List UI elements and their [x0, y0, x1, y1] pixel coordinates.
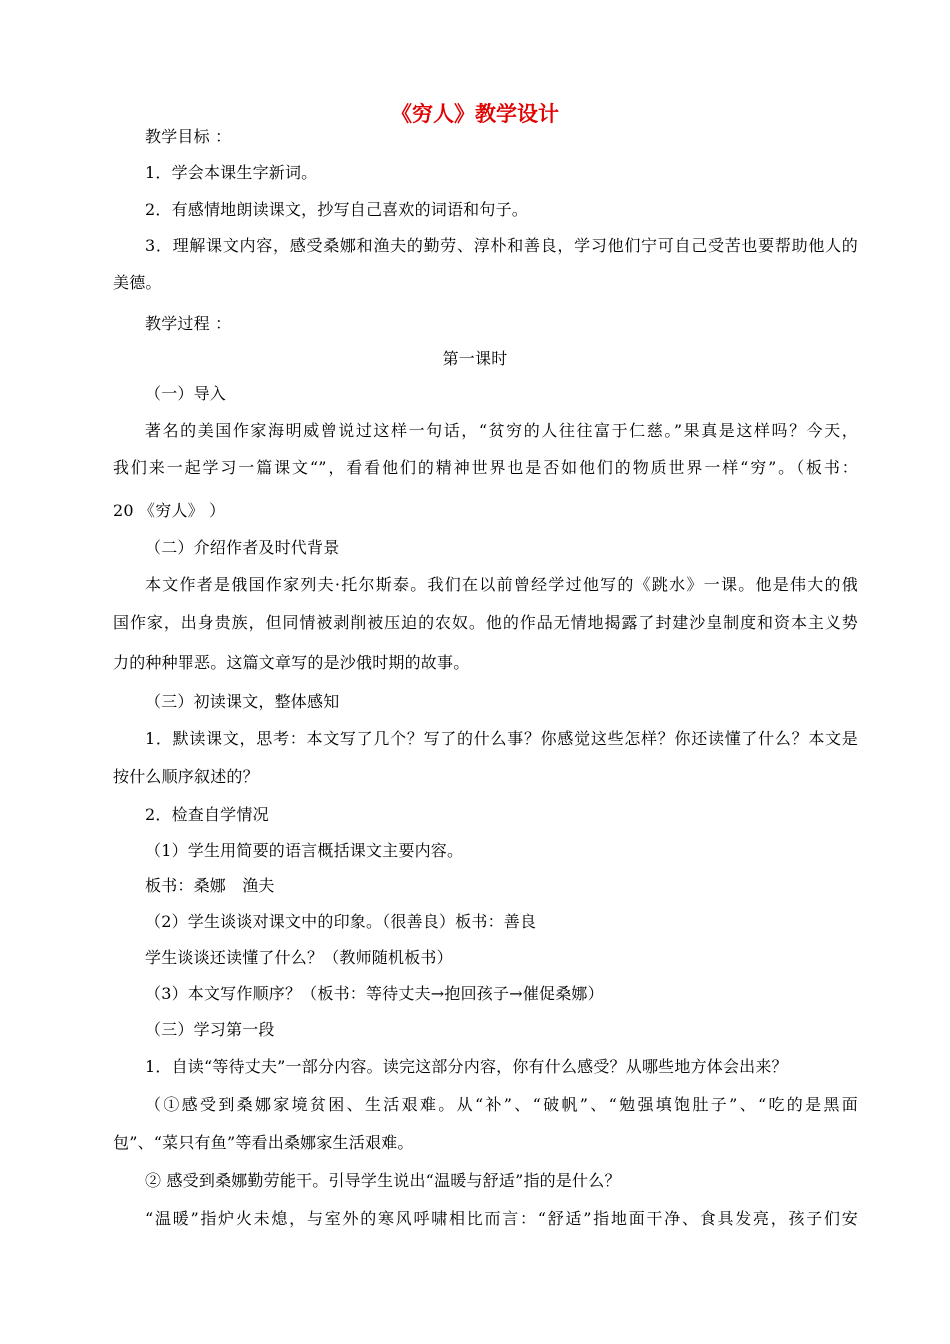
- paragraph-line: 学生谈谈还读懂了什么？（教师随机板书）: [145, 948, 453, 967]
- lesson-heading: 第一课时: [442, 349, 508, 368]
- paragraph-line: 1．自读“等待丈夫”一部分内容。读完这部分内容，你有什么感受？从哪些地方体会出来？: [145, 1057, 788, 1076]
- section-heading-objectives: 教学目标 ：: [145, 127, 232, 146]
- objective-item-3: 3．理解课文内容，感受桑娜和渔夫的勤劳、淳朴和善良，学习他们宁可自己受苦也要帮助他人的: [145, 236, 858, 255]
- paragraph-line: 2．检查自学情况: [145, 805, 269, 824]
- paragraph-line: 20 《穷人》 ）: [113, 501, 226, 520]
- paragraph-line: “温暖”指炉火未熄，与室外的寒风呼啸相比而言：“舒适”指地面干净、食具发亮，孩子们安: [145, 1209, 858, 1228]
- subheading-first-section: （三）学习第一段: [145, 1020, 275, 1039]
- objective-item-2: 2．有感情地朗读课文，抄写自己喜欢的词语和句子。: [145, 200, 528, 219]
- paragraph-line: 国作家，出身贵族，但同情被剥削被压迫的农奴。他的作品无情地揭露了封建沙皇制度和资本主义势: [113, 613, 858, 632]
- paragraph-line: 按什么顺序叙述的？: [113, 767, 259, 786]
- blackboard-line: 板书：桑娜 渔夫: [145, 876, 275, 895]
- paragraph-line: 我们来一起学习一篇课文“”，看看他们的精神世界也是否如他们的物质世界一样“穷”。（板书：: [113, 458, 858, 477]
- paragraph-line: （3）本文写作顺序？（板书：等待丈夫→抱回孩子→催促桑娜）: [145, 984, 604, 1003]
- section-heading-process: 教学过程 ：: [145, 314, 232, 333]
- subheading-first-reading: （三）初读课文，整体感知: [145, 692, 340, 711]
- paragraph-line: 本文作者是俄国作家列夫·托尔斯泰。我们在以前曾经学过他写的《跳水》一课。他是伟大的俄: [145, 575, 858, 594]
- paragraph-line: （2）学生谈谈对课文中的印象。（很善良）板书：善良: [145, 912, 537, 931]
- paragraph-line: （1）学生用简要的语言概括课文主要内容。: [145, 841, 464, 860]
- document-title: 《穷人》教学设计: [391, 102, 559, 126]
- subheading-author: （二）介绍作者及时代背景: [145, 538, 340, 557]
- paragraph-line: 著名的美国作家海明威曾说过这样一句话，“贫穷的人往往富于仁慈。”果真是这样吗？今天，: [145, 421, 858, 440]
- objective-item-3-cont: 美德。: [113, 273, 162, 292]
- paragraph-line: （①感受到桑娜家境贫困、生活艰难。从“补”、“破帆”、“勉强填饱肚子”、“吃的是黑面: [145, 1095, 858, 1114]
- paragraph-line: ② 感受到桑娜勤劳能干。引导学生说出“温暖与舒适”指的是什么？: [145, 1171, 621, 1190]
- objective-item-1: 1．学会本课生字新词。: [145, 163, 318, 182]
- paragraph-line: 包”、“菜只有鱼”等看出桑娜家生活艰难。: [113, 1133, 414, 1152]
- paragraph-line: 力的种种罪恶。这篇文章写的是沙俄时期的故事。: [113, 653, 470, 672]
- paragraph-line: 1．默读课文，思考：本文写了几个？写了的什么事？你感觉这些怎样？你还读懂了什么？本文是: [145, 729, 858, 748]
- subheading-intro: （一）导入: [145, 384, 227, 403]
